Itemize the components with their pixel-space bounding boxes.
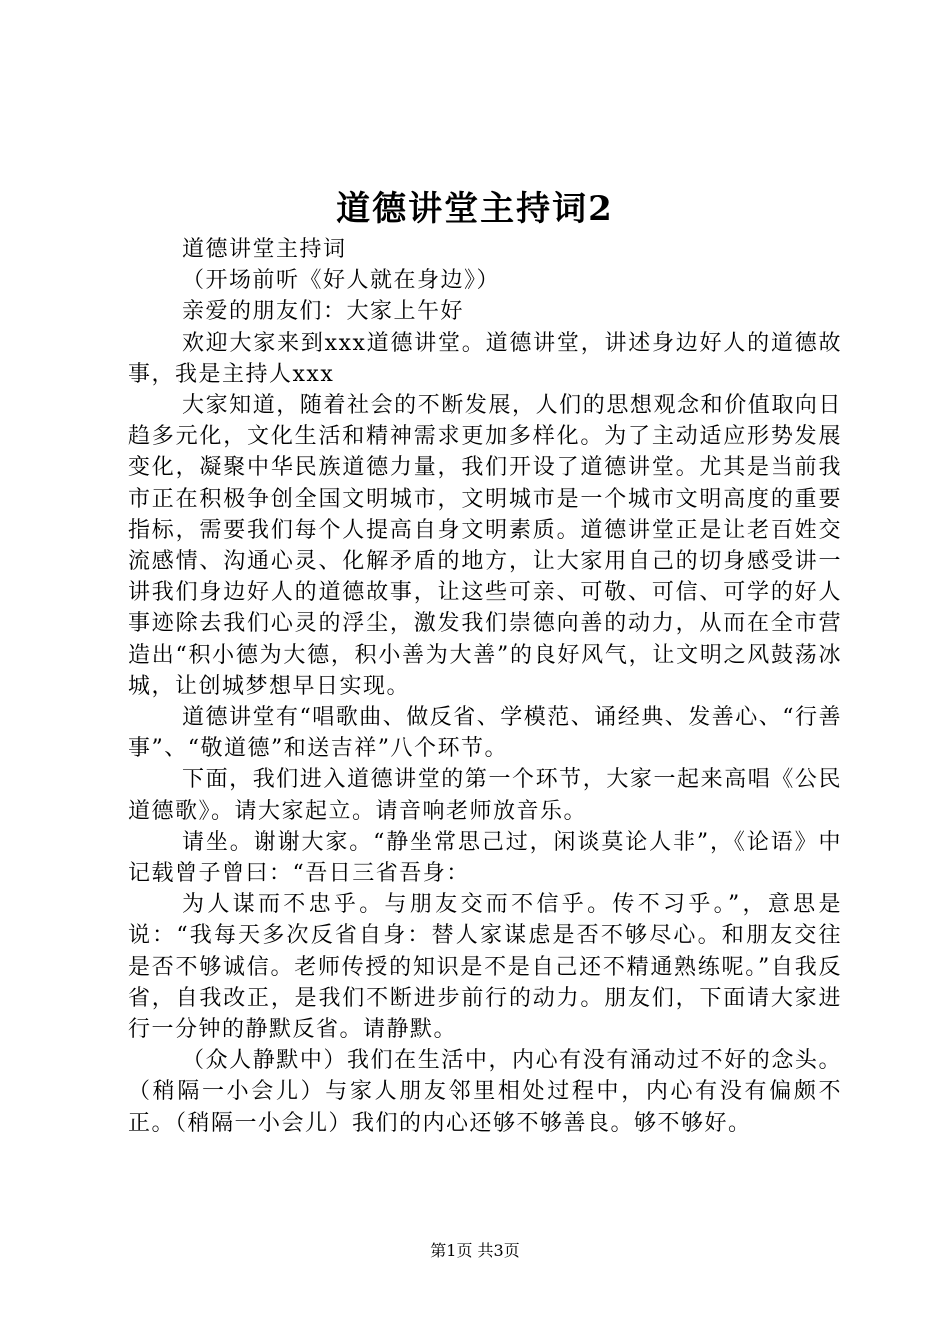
paragraph: （众人静默中）我们在生活中，内心有没有涌动过不好的念头。（稍隔一小会儿）与家人朋友邻里相处过程中，内心有没有偏颇不正。（稍隔一小会儿）我们的内心还够不够善良。够不够好。 bbox=[128, 1048, 842, 1136]
document-body bbox=[128, 234, 842, 1139]
paragraph: 请坐。谢谢大家。“静坐常思己过，闲谈莫论人非”，《论语》中记载曾子曾曰：“吾日三省吾身： bbox=[128, 829, 842, 887]
page-footer: 第1页 共3页 bbox=[430, 1241, 520, 1260]
document-title: 道德讲堂主持词2 bbox=[336, 189, 614, 229]
paragraph: 欢迎大家来到xxx道德讲堂。道德讲堂，讲述身边好人的道德故事，我是主持人xxx bbox=[128, 330, 842, 387]
paragraph: 道德讲堂有“唱歌曲、做反省、学模范、诵经典、发善心、“行善事”、“敬道德”和送吉祥”八个环节。 bbox=[128, 705, 842, 762]
paragraph: 下面，我们进入道德讲堂的第一个环节，大家一起来高唱《公民道德歌》。请大家起立。请音响老师放音乐。 bbox=[128, 767, 842, 824]
paragraph: （开场前听《好人就在身边》） bbox=[182, 268, 501, 294]
paragraph: 亲爱的朋友们：大家上午好 bbox=[182, 299, 465, 325]
paragraph: 大家知道，随着社会的不断发展，人们的思想观念和价值取向日趋多元化，文化生活和精神需求更加多样化。为了主动适应形势发展变化，凝聚中华民族道德力量，我们开设了道德讲堂。尤其是当前我市正在积极争创全国文明城市，文明城市是一个城市文明高度的重要指标，需要我们每个人提高自身文明素质。道德讲堂正是让老百姓交流感情、沟通心灵、化解矛盾的地方，让大家用自己的切身感受讲一讲我们身边好人的道德故事，让这些可亲、可敬、可信、可学的好人事迹除去我们心灵的浮尘，激发我们崇德向善的动力，从而在全市营造出“积小德为大德，积小善为大善”的良好风气，让文明之风鼓荡冰城，让创城梦想早日实现。 bbox=[128, 393, 842, 699]
paragraph: 为人谋而不忠乎。与朋友交而不信乎。传不习乎。”，意思是说：“我每天多次反省自身：替人家谋虑是否不够尽心。和朋友交往是否不够诚信。老师传授的知识是不是自己还不精通熟练呢。”自我反省，自我改正，是我们不断进步前行的动力。朋友们，下面请大家进行一分钟的静默反省。请静默。 bbox=[128, 892, 842, 1043]
paragraph: 道德讲堂主持词 bbox=[182, 237, 347, 262]
